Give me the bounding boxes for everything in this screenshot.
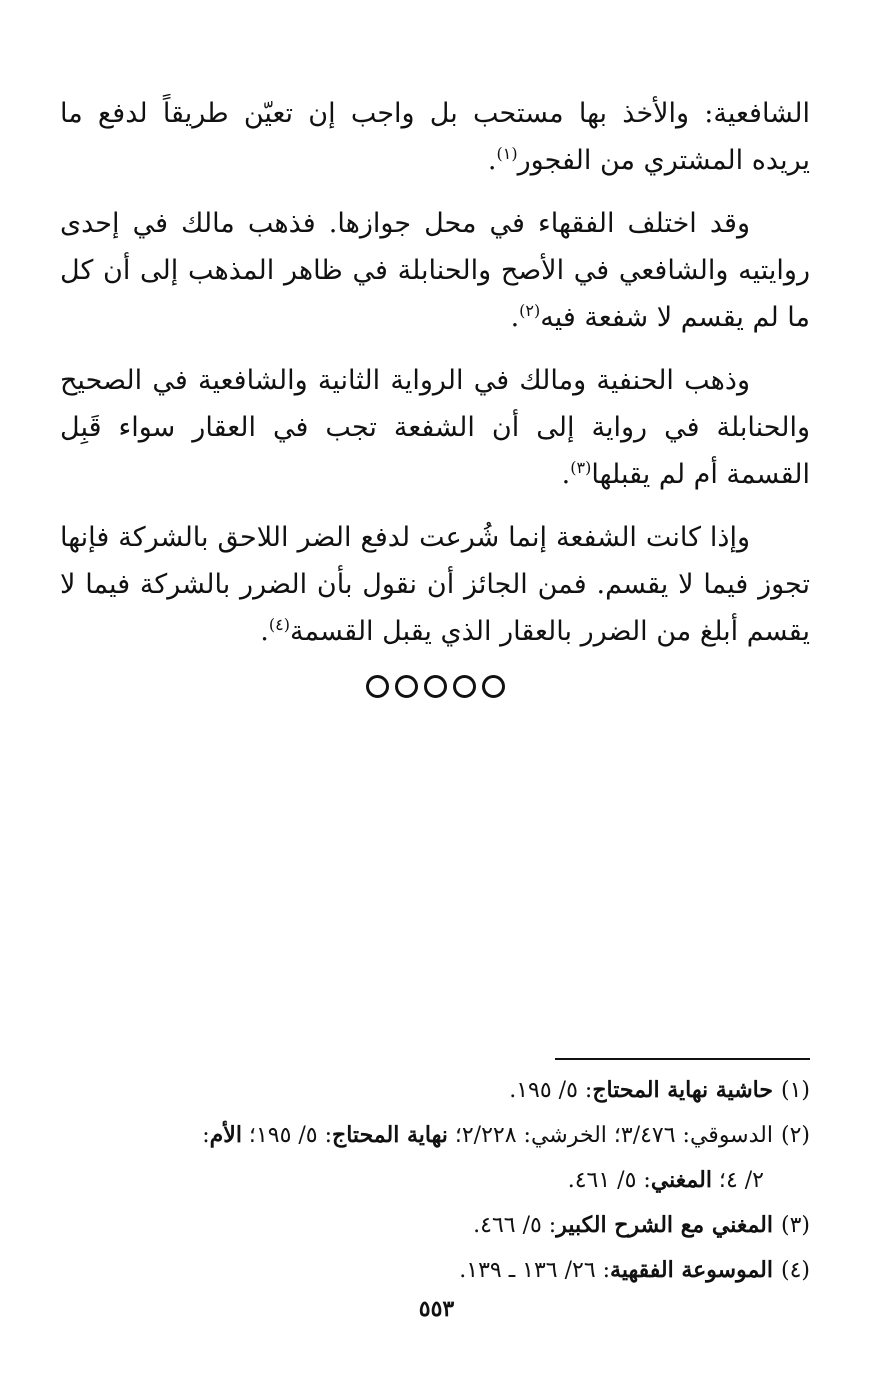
footnote-4 — [60, 1248, 810, 1293]
ring-ornament-icon — [453, 675, 476, 698]
footnote-source: الموسوعة الفقهية — [610, 1257, 773, 1283]
footnote-1 — [60, 1068, 810, 1113]
main-text — [60, 90, 810, 698]
footnote-citation: ٢/ ٤؛ — [711, 1168, 764, 1193]
paragraph-2 — [60, 200, 810, 341]
paragraph-1-tail: . — [487, 145, 497, 176]
paragraph-3 — [60, 357, 810, 498]
footnote-citation: الدسوقي: ٣/٤٧٦؛ الخرشي: ٢/٢٢٨؛ — [447, 1123, 773, 1148]
section-separator — [60, 675, 810, 698]
footnote-divider — [555, 1058, 810, 1060]
ring-ornament-icon — [482, 675, 505, 698]
footnote-citation: : ٥/ ٤٦١. — [567, 1168, 651, 1193]
footnote-ref-2: (٢) — [519, 301, 541, 320]
footnote-number: (٤) — [780, 1258, 810, 1283]
footnote-citation: : ٢٦/ ١٣٦ ـ ١٣٩. — [459, 1258, 611, 1283]
paragraph-3-text: وذهب الحنفية ومالك في الرواية الثانية والشافعية في الصحيح والحنابلة في رواية إلى أن الشفعة تجب في العقار سواء قَبِل القسمة أم لم يقبلها — [60, 365, 810, 490]
footnote-citation: : ٥/ ٤٦٦. — [473, 1213, 557, 1238]
ring-ornament-icon — [424, 675, 447, 698]
ring-ornament-icon — [395, 675, 418, 698]
ring-ornament-icon — [366, 675, 389, 698]
footnote-ref-3: (٣) — [570, 458, 592, 477]
paragraph-4-text: وإذا كانت الشفعة إنما شُرعت لدفع الضر اللاحق بالشركة فإنها تجوز فيما لا يقسم. فمن الجائز أن نقول بأن الضرر بالشركة فيما لا يقسم أبلغ من الضرر بالعقار الذي يقبل القسمة — [60, 522, 810, 647]
footnote-ref-4: (٤) — [268, 615, 290, 634]
paragraph-2-text: وقد اختلف الفقهاء في محل جوازها. فذهب مالك في إحدى روايتيه والشافعي في الأصح والحنابلة في ظاهر المذهب إلى أن كل ما لم يقسم لا شفعة فيه — [60, 208, 810, 333]
footnote-3 — [60, 1203, 810, 1248]
footnotes — [60, 1068, 810, 1293]
footnote-source: الأم — [209, 1122, 242, 1148]
paragraph-3-tail: . — [561, 459, 571, 490]
paragraph-1-text: الشافعية: والأخذ بها مستحب بل واجب إن تعيّن طريقاً لدفع ما يريده المشتري من الفجور — [60, 98, 810, 176]
footnote-source: حاشية نهاية المحتاج — [592, 1077, 773, 1103]
footnote-2 — [60, 1113, 810, 1158]
footnote-2-continuation — [60, 1158, 810, 1203]
paragraph-4-tail: . — [260, 616, 269, 647]
footnote-number: (٢) — [780, 1123, 810, 1148]
footnote-citation: : — [202, 1123, 210, 1148]
footnote-number: (١) — [780, 1078, 810, 1103]
paragraph-1 — [60, 90, 810, 184]
footnote-citation: : ٥/ ١٩٥. — [509, 1078, 593, 1103]
page-number: ٥٥٣ — [418, 1296, 455, 1322]
paragraph-4 — [60, 514, 810, 655]
footnote-source: المغني — [650, 1167, 712, 1193]
footnote-number: (٣) — [780, 1213, 810, 1238]
footnote-source: نهاية المحتاج — [332, 1122, 448, 1148]
footnote-citation: : ٥/ ١٩٥؛ — [241, 1123, 333, 1148]
paragraph-2-tail: . — [510, 302, 520, 333]
footnote-ref-1: (١) — [496, 144, 518, 163]
footnote-source: المغني مع الشرح الكبير — [556, 1212, 773, 1238]
